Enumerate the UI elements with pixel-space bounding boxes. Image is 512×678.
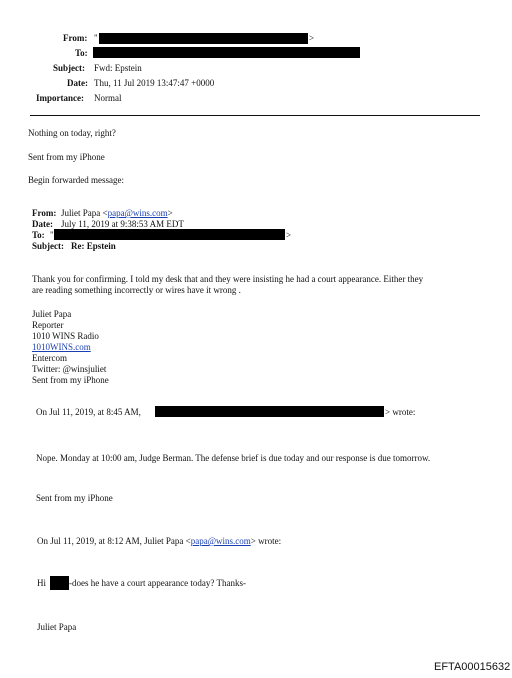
date-label: Date:	[67, 78, 88, 88]
fwd-from-name: Juliet Papa <papa@wins.com>	[61, 208, 173, 218]
body-line-1: Nothing on today, right?	[28, 128, 116, 138]
reply2-email-link[interactable]: papa@wins.com	[190, 536, 251, 546]
reply1-on-text: On Jul 11, 2019, at 8:45 AM,	[36, 407, 141, 417]
date-value: Thu, 11 Jul 2019 13:47:47 +0000	[94, 78, 215, 88]
subject-value: Fwd: Epstein	[94, 63, 142, 73]
fwd-from-email-link[interactable]: papa@wins.com	[107, 208, 168, 218]
sig-sent: Sent from my iPhone	[32, 375, 109, 385]
sig-twitter: Twitter: @winsjuliet	[32, 364, 107, 374]
reply2-on-text: On Jul 11, 2019, at 8:12 AM, Juliet Papa <papa@wins.com> wrote:	[37, 536, 282, 546]
redaction-bar	[155, 406, 384, 417]
reply1-sent: Sent from my iPhone	[36, 493, 113, 503]
redaction-bar	[99, 33, 308, 44]
fwd-to-prefix: "	[50, 230, 54, 240]
body-line-2: Sent from my iPhone	[28, 152, 105, 162]
fwd-date-value: July 11, 2019 at 9:38:53 AM EDT	[61, 219, 184, 229]
sig-company: Entercom	[32, 353, 67, 363]
to-label: To:	[75, 48, 88, 58]
sig-station: 1010 WINS Radio	[32, 331, 99, 341]
reply1-wrote: > wrote:	[385, 407, 416, 417]
redaction-bar	[54, 229, 285, 240]
redaction-bar	[50, 576, 69, 590]
from-prefix: "	[94, 33, 98, 43]
fwd-para-line-2: are reading something incorrectly or wires have it wrong .	[32, 285, 241, 295]
sig-name: Juliet Papa	[32, 309, 72, 319]
reply2-hi: Hi	[37, 578, 46, 588]
fwd-to-suffix: >	[286, 230, 292, 240]
fwd-to-label: To:	[32, 230, 45, 240]
body-line-3: Begin forwarded message:	[28, 175, 124, 185]
from-suffix: >	[309, 33, 315, 43]
fwd-date-label: Date:	[32, 219, 53, 229]
redaction-bar	[93, 47, 360, 58]
header-divider	[30, 115, 480, 116]
reply2-message: -does he have a court appearance today? Thanks-	[69, 578, 246, 588]
reply2-signoff: Juliet Papa	[37, 622, 77, 632]
fwd-from-label: From:	[32, 208, 57, 218]
document-id: EFTA00015632	[434, 661, 511, 673]
reply1-message: Nope. Monday at 10:00 am, Judge Berman. The defense brief is due today and our response is due tomorrow.	[36, 453, 431, 463]
importance-label: Importance:	[36, 93, 84, 103]
fwd-para-line-1: Thank you for confirming. I told my desk that and they were insisting he had a court appearance. Either they	[32, 274, 424, 284]
fwd-subject-value: Re: Epstein	[71, 241, 116, 251]
subject-label: Subject:	[53, 63, 85, 73]
importance-value: Normal	[94, 93, 122, 103]
sig-title: Reporter	[32, 320, 64, 330]
sig-site-link[interactable]: 1010WINS.com	[32, 342, 91, 352]
from-label: From:	[63, 33, 88, 43]
fwd-subject-label: Subject:	[32, 241, 64, 251]
